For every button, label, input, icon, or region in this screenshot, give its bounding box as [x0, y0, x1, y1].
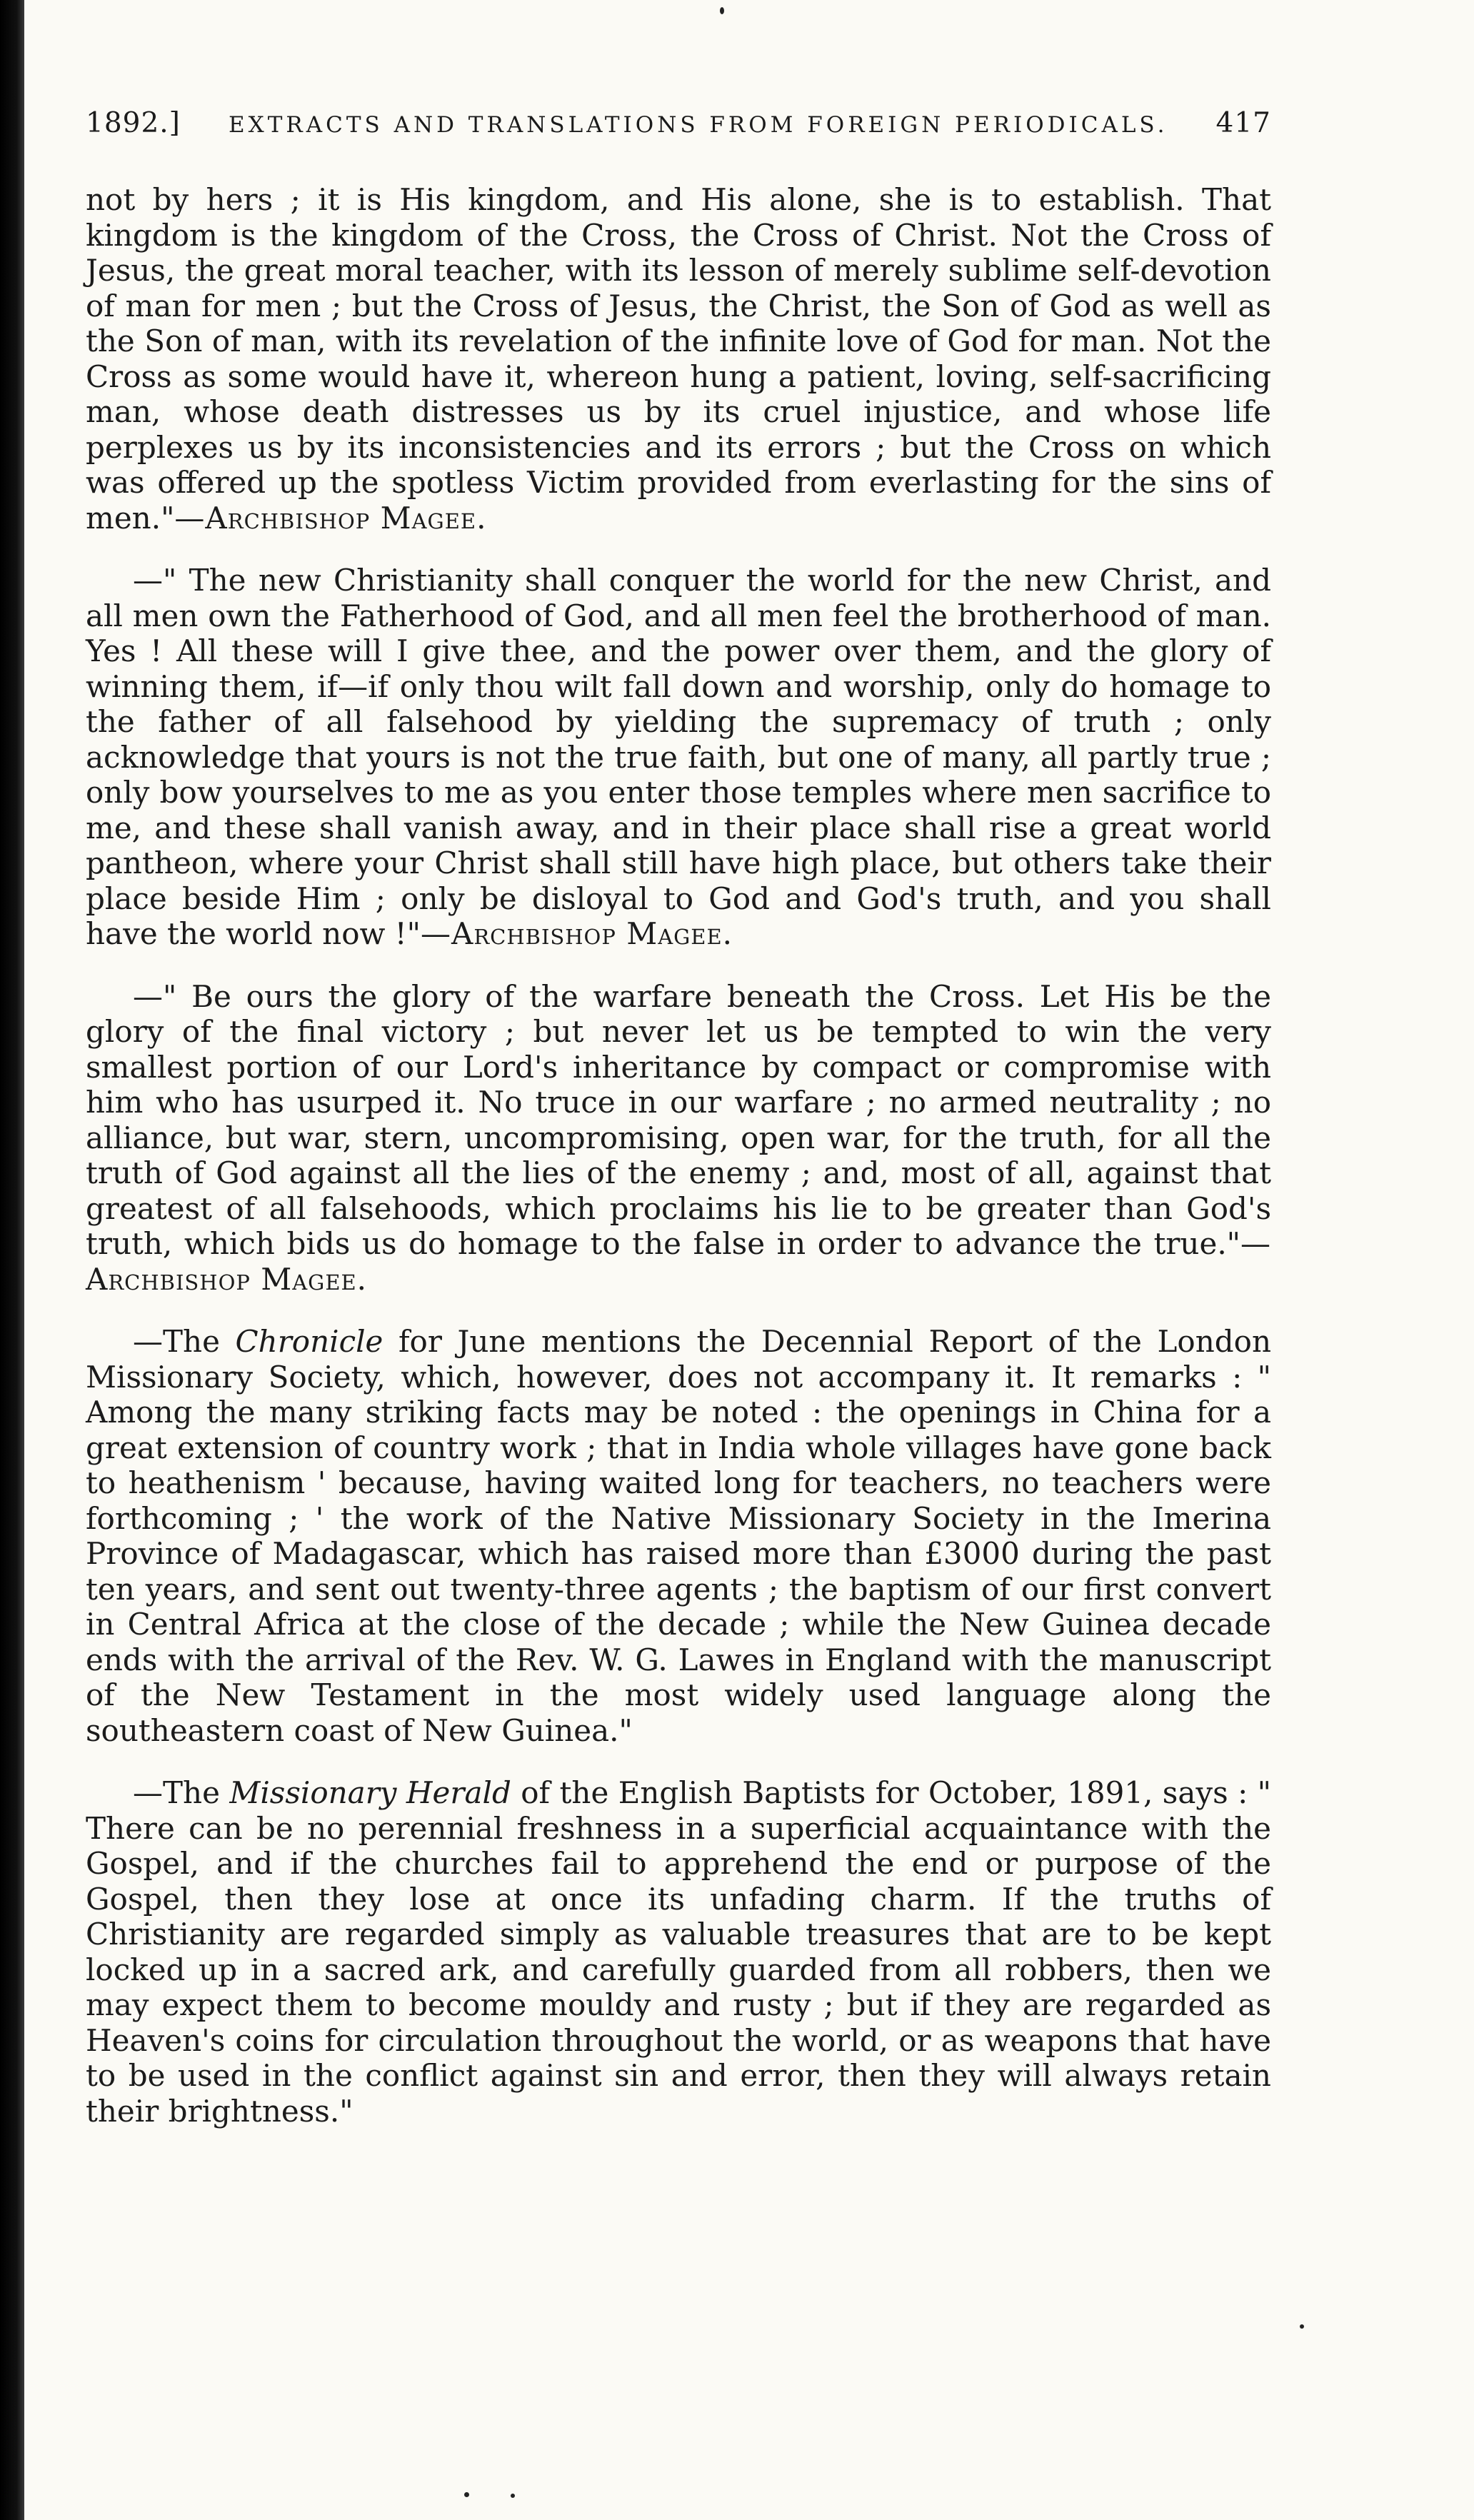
page-number: 417	[1215, 107, 1271, 139]
print-speck	[720, 7, 724, 14]
paragraph-cross-of-christ	[86, 182, 1271, 536]
paragraph-text: for June mentions the Decennial Report of the London Missionary Society, which, however, does not accompany it. It remarks : " Among the many striking facts may be noted : the openings in China for a great extension of country work ; that in India whole villages have gone back to heathenism ' because, having waited long for teachers, no teachers were forthcoming ; ' the work of the Native Missionary Society in the Imerina Province of Madagascar, which has raised more than £3000 during the past ten years, and sent out twenty-three agents ; the baptism of our first convert in Central Africa at the close of the decade ; while the New Guinea decade ends with the arrival of the Rev. W. G. Lawes in England with the manuscript of the New Testament in the most widely used language along the southeastern coast of New Guinea."	[86, 1324, 1271, 1748]
paragraph-lead: —The	[133, 1775, 230, 1810]
attribution: —Archbishop Magee.	[174, 500, 487, 536]
paragraph-text: not by hers ; it is His kingdom, and His alone, she is to establish. That kingdom is the kingdom of the Cross, the Cross of Christ. Not the Cross of Jesus, the great moral teacher, with its lesson of merely sublime self-devotion of man for men ; but the Cross of Jesus, the Christ, the Son of God as well as the Son of man, with its revelation of the infinite love of God for man. Not the Cross as some would have it, whereon hung a patient, loving, self-sacrificing man, whose death distresses us by its cruel injustice, and whose life perplexes us by its inconsistencies and its errors ; but the Cross on which was offered up the spotless Victim provided from everlasting for the sins of men."	[86, 182, 1271, 536]
periodical-title: Missionary Herald	[229, 1775, 511, 1810]
paragraph-text: of the English Baptists for October, 1891, says : " There can be no perennial freshness in a superficial acquaintance with the Gospel, and if the churches fail to apprehend the end or purpose of the Gospel, then they lose at once its unfading charm. If the truths of Christianity are regarded simply as valuable treasures that are to be kept locked up in a sacred ark, and carefully guarded from all robbers, then we may expect them to become mouldy and rusty ; but if they are regarded as Heaven's coins for circulation throughout the world, or as weapons that have to be used in the conflict against sin and error, then they will always retain their brightness."	[86, 1775, 1271, 2129]
attribution: —Archbishop Magee.	[420, 916, 733, 951]
attribution: —Archbishop Magee.	[86, 1226, 1271, 1297]
paragraph-missionary-herald	[86, 1775, 1271, 2129]
periodical-title: Chronicle	[235, 1324, 383, 1359]
paragraph-text: —" Be ours the glory of the warfare beneath the Cross. Let His be the glory of the final victory ; but never let us be tempted to win the very smallest portion of our Lord's inheritance by compact or compromise with him who has usurped it. No truce in our warfare ; no armed neutrality ; no alliance, but war, stern, uncompromising, open war, for the truth, for all the truth of God against all the lies of the enemy ; and, most of all, against that greatest of all falsehoods, which proclaims his lie to be greater than God's truth, which bids us do homage to the false in order to advance the true."	[86, 978, 1271, 1261]
paragraph-chronicle-report	[86, 1324, 1271, 1748]
paragraph-new-christianity	[86, 563, 1271, 952]
header-title: EXTRACTS AND TRANSLATIONS FROM FOREIGN PERIODICALS.	[229, 112, 1168, 138]
print-speck	[511, 2494, 515, 2498]
paragraph-lead: —The	[133, 1324, 236, 1359]
page-binding-edge	[0, 0, 24, 2520]
page-content	[86, 107, 1271, 2156]
header-year: 1892.]	[86, 107, 181, 139]
running-head	[86, 107, 1271, 139]
paragraph-text: —" The new Christianity shall conquer the world for the new Christ, and all men own the Fatherhood of God, and all men feel the brotherhood of man. Yes ! All these will I give thee, and the power over them, and the glory of winning them, if—if only thou wilt fall down and worship, only do homage to the father of all falsehood by yielding the supremacy of truth ; only acknowledge that yours is not the true faith, but one of many, all partly true ; only bow yourselves to me as you enter those temples where men sacrifice to me, and these shall vanish away, and in their place shall rise a great world pantheon, where your Christ shall still have high place, but others take their place beside Him ; only be disloyal to God and God's truth, and you shall have the world now !"	[86, 563, 1271, 951]
print-speck	[1300, 2324, 1304, 2329]
paragraph-warfare-beneath-cross	[86, 979, 1271, 1297]
print-speck	[464, 2492, 469, 2497]
